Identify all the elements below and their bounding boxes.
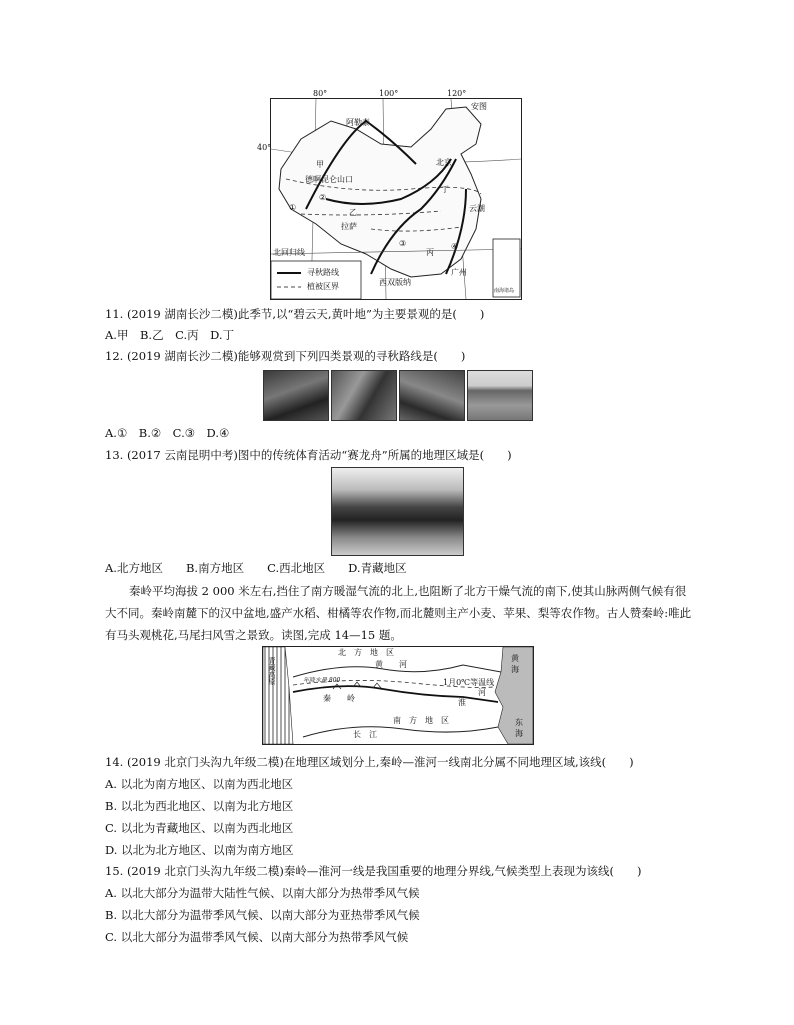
place-altay: 阿勒泰 xyxy=(346,118,370,127)
lat-label-40: 40° xyxy=(257,143,272,152)
photo-forest-2 xyxy=(331,370,397,421)
q13-stem: 13. (2017 云南昆明中考)图中的传统体育活动“赛龙舟”所属的地理区域是( ) xyxy=(105,448,512,462)
map2-boundary: 年降水量 800 xyxy=(303,677,341,684)
map2-yellow-sea: 黄海 xyxy=(511,654,519,674)
lon-label-120: 120° xyxy=(447,89,467,98)
map2-yellow-river: 黄 河 xyxy=(375,660,407,669)
map2-qinling: 秦 岭 xyxy=(323,694,355,703)
china-route-map xyxy=(257,89,522,300)
q11-stem: 11. (2019 湖南长沙二模)此季节,以“碧云天,黄叶地”为主要景观的是( ) xyxy=(105,307,485,321)
passage-qinling: 秦岭平均海拔 2 000 米左右,挡住了南方暖湿气流的北上,也阻断了北方干燥气流的南下,使其山脉两侧气候有很大不同。秦岭南麓下的汉中盆地,盛产水稻、柑橘等农作物,而北麓则主产小麦、苹果、梨等农作物。古人赞秦岭:唯此有马头观桃花,马尾扫风雪之景致。读图,完成 14—15 题。 xyxy=(105,584,692,642)
map2-east-sea: 东海 xyxy=(515,718,523,738)
q15-stem: 15. (2019 北京门头沟九年级二模)秦岭—淮河一线是我国重要的地理分界线,气候类型上表现为该线( ) xyxy=(105,864,642,878)
q15-option-b: B. 以北大部分为温带季风气候、以南大部分为亚热带季风气候 xyxy=(105,908,420,922)
legend-route-label: 寻秋路线 xyxy=(307,268,339,277)
map2-north-label: 北 方 地 区 xyxy=(338,648,394,657)
inset-label: 南海诸岛 xyxy=(494,288,515,294)
photo-forest-1 xyxy=(263,370,329,421)
place-lhasa: 拉萨 xyxy=(341,222,357,231)
photo-dragon-boat xyxy=(331,467,464,556)
place-xishuangbanna: 西双版纳 xyxy=(379,278,411,287)
lon-label-100: 100° xyxy=(379,89,399,98)
lon-label-80: 80° xyxy=(313,89,328,98)
place-kunlun: 德啊昆仑山口 xyxy=(305,175,353,184)
map2-isotherm: 1月0℃等温线 xyxy=(443,678,495,687)
q12-stem: 12. (2019 湖南长沙二模)能够观赏到下列四类景观的寻秋路线是( ) xyxy=(105,349,466,363)
region-jia: 甲 xyxy=(316,160,324,169)
q14-option-c: C. 以北为青藏地区、以南为西北地区 xyxy=(105,821,294,835)
q14-option-a: A. 以北为南方地区、以南为西北地区 xyxy=(105,777,294,791)
region-bing: 丙 xyxy=(426,248,434,257)
map2-west-label: 青藏高原 xyxy=(268,657,276,685)
route-4: ④ xyxy=(451,242,459,251)
q14-option-d: D. 以北为北方地区、以南为南方地区 xyxy=(105,843,294,857)
region-ding: 丁 xyxy=(441,185,449,194)
photo-grassland xyxy=(467,370,533,421)
q15-option-c: C. 以北大部分为温带季风气候、以南大部分为热带季风气候 xyxy=(105,930,409,944)
place-tropic: 北回归线 xyxy=(273,248,305,257)
region-yi: 乙 xyxy=(349,208,357,217)
q11-options: A.甲 B.乙 C.丙 D.丁 xyxy=(105,328,235,342)
map2-yangtze: 长 江 xyxy=(353,730,377,739)
q14-option-b: B. 以北为西北地区、以南为北方地区 xyxy=(105,799,294,813)
photo-forest-3 xyxy=(399,370,465,421)
q15-option-a: A. 以北大部分为温带大陆性气候、以南大部分为热带季风气候 xyxy=(105,886,420,900)
legend-boundary-label: 植被区界 xyxy=(307,282,339,291)
q12-options: A.① B.② C.③ D.④ xyxy=(105,426,230,440)
qinling-huaihe-map xyxy=(262,646,534,745)
q13-options: A.北方地区 B.南方地区 C.西北地区 D.青藏地区 xyxy=(105,561,407,575)
map2-south-label: 南 方 地 区 xyxy=(393,716,449,725)
q14-stem: 14. (2019 北京门头沟九年级二模)在地理区域划分上,秦岭—淮河一线南北分属不同地理区域,该线( ) xyxy=(105,755,634,769)
map2-huai: 淮 xyxy=(458,698,466,707)
place-guangzhou: 广州 xyxy=(451,268,467,277)
place-yunmeng: 云潮 xyxy=(469,204,485,213)
route-3: ③ xyxy=(399,239,407,248)
place-anyang: 安图 xyxy=(471,102,487,111)
route-1: ① xyxy=(289,203,297,212)
place-beijing: 北京 xyxy=(436,158,452,167)
map2-he: 河 xyxy=(478,688,486,697)
route-2: ② xyxy=(319,193,327,202)
